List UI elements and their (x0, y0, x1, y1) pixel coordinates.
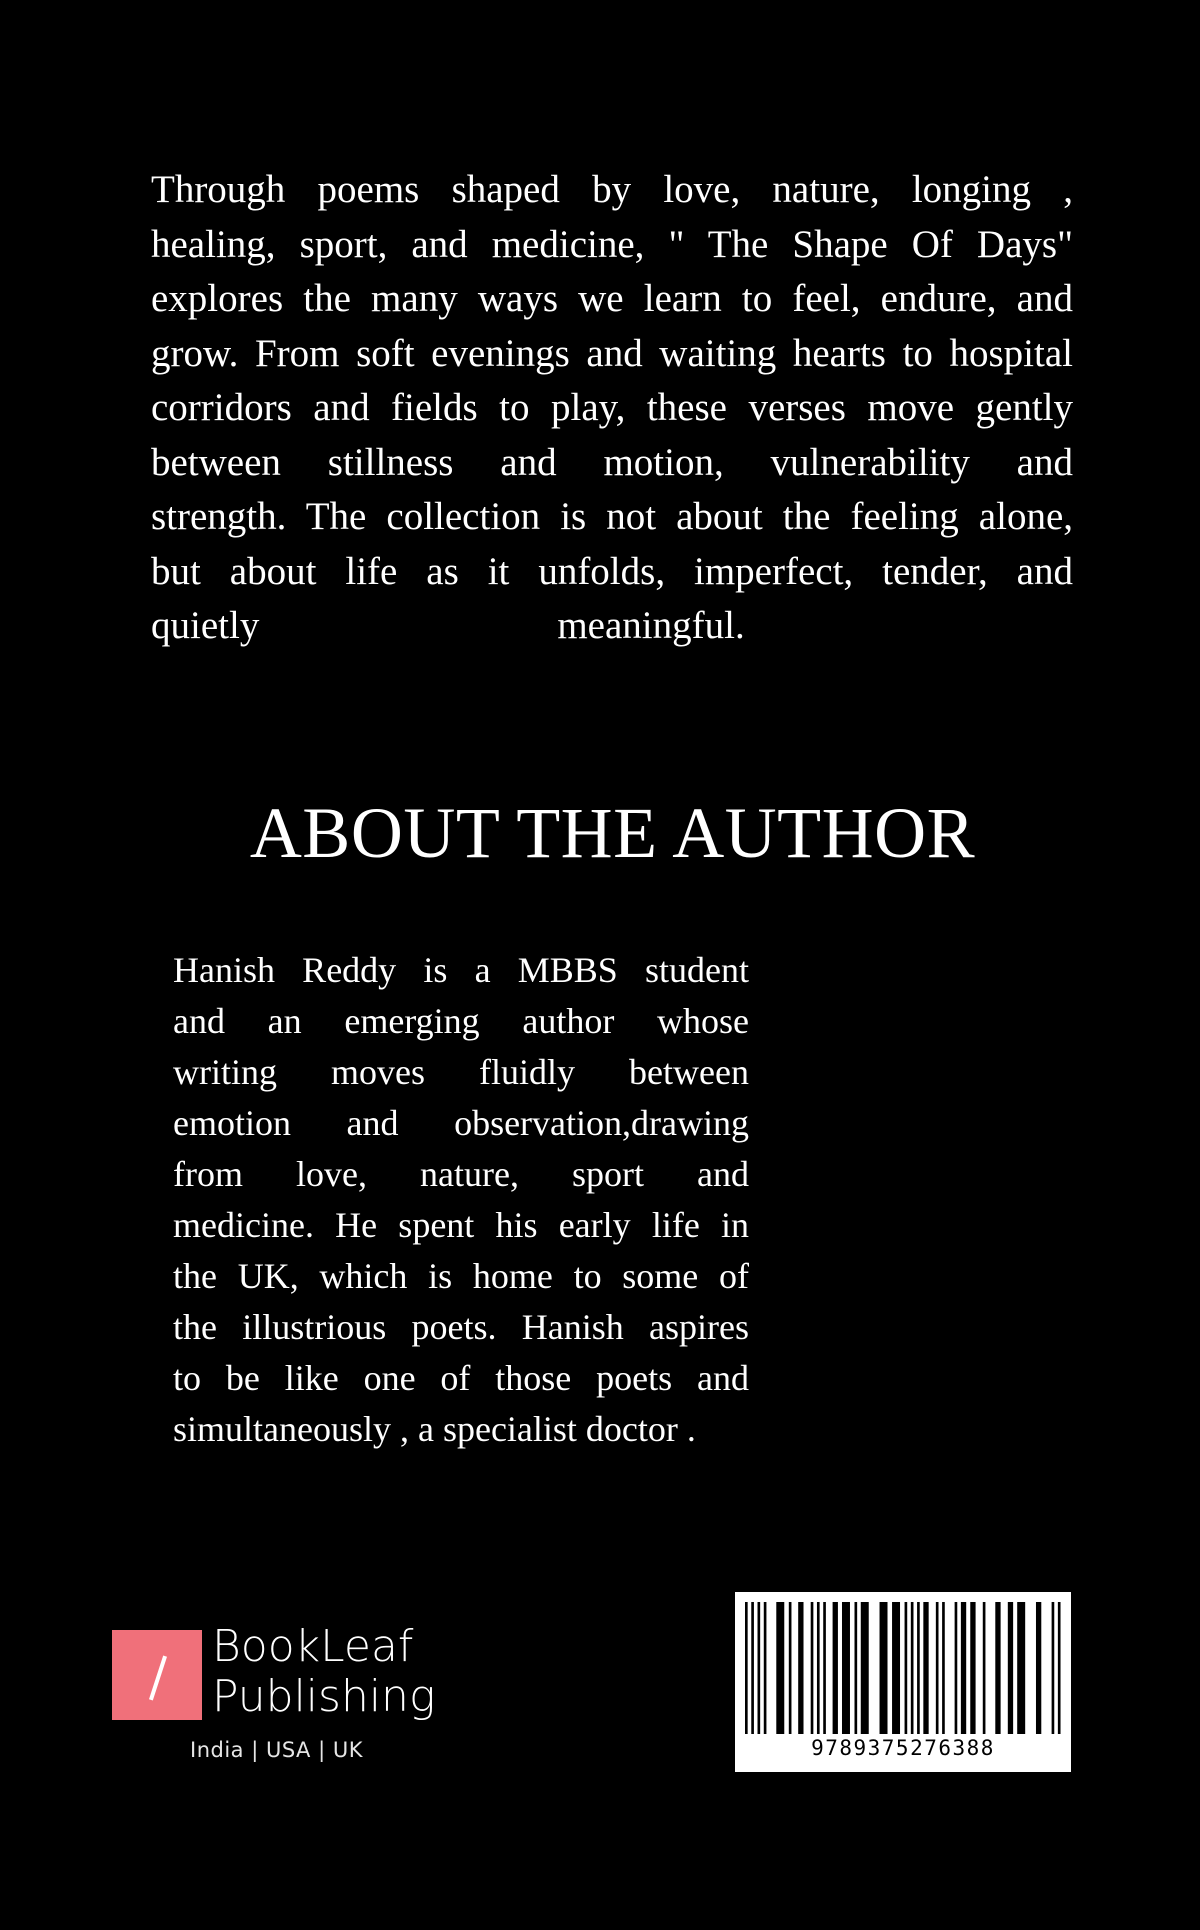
blurb-line: between stillness and motion, vulnerability and (151, 440, 1073, 484)
bio-line: from love, nature, sport and (173, 1154, 749, 1194)
barcode-bar (880, 1602, 888, 1734)
barcode-bar (1008, 1602, 1013, 1734)
barcode-bar (861, 1602, 869, 1734)
publisher-name (212, 1622, 435, 1722)
barcode-bar (955, 1602, 958, 1734)
barcode-bar (923, 1602, 928, 1734)
barcode-bar (798, 1602, 803, 1734)
bio-line: and an emerging author whose (173, 1001, 749, 1041)
bookleaf-logo-icon (112, 1630, 202, 1720)
isbn-number: 9789375276388 (811, 1736, 995, 1760)
barcode-bar (936, 1602, 939, 1734)
blurb-line: Through poems shaped by love, nature, longing , (151, 168, 1073, 211)
barcode-bar (823, 1602, 826, 1734)
barcode-bar (942, 1602, 945, 1734)
barcode-bar (892, 1602, 900, 1734)
barcode-bar (817, 1602, 820, 1734)
isbn-barcode (735, 1592, 1071, 1772)
barcode-bar (1036, 1602, 1041, 1734)
bio-line: the illustrious poets. Hanish aspires (173, 1307, 749, 1347)
bio-line: to be like one of those poets and (173, 1358, 749, 1398)
barcode-bar (764, 1602, 767, 1734)
barcode-bar (842, 1602, 850, 1734)
barcode-bar (995, 1602, 1000, 1734)
bio-line: simultaneously , a specialist doctor . (173, 1409, 696, 1449)
publisher-name-line2: Publishing (212, 1671, 436, 1722)
blurb-line: but about life as it unfolds, imperfect, tender, and (151, 549, 1073, 593)
blurb-line: corridors and fields to play, these verses move gently (151, 386, 1073, 429)
barcode-bar (983, 1602, 986, 1734)
publisher-name-line1: BookLeaf (212, 1621, 414, 1672)
blurb-last-line (151, 599, 1073, 654)
barcode-bar (745, 1602, 748, 1734)
about-author-heading: ABOUT THE AUTHOR (249, 793, 976, 873)
publisher-logo (112, 1621, 452, 1770)
barcode-bar (970, 1602, 975, 1734)
barcode-bar (961, 1602, 966, 1734)
blurb-line: grow. From soft evenings and waiting hearts to hospital (151, 331, 1073, 375)
blurb-line: healing, sport, and medicine, " The Shape Of Days" (151, 222, 1073, 266)
blurb-line: explores the many ways we learn to feel, endure, and (151, 277, 1073, 320)
bio-line: writing moves fluidly between (173, 1052, 749, 1092)
bio-line: the UK, which is home to some of (173, 1256, 749, 1296)
blurb-last-line-end: meaningful. (557, 604, 745, 647)
slash-icon (149, 1656, 167, 1701)
barcode-bar (751, 1602, 754, 1734)
barcode-bar (1052, 1602, 1055, 1734)
book-blurb (151, 163, 1073, 654)
bio-line: emotion and observation,drawing (173, 1103, 749, 1143)
barcode-bar (855, 1602, 858, 1734)
barcode-bar (811, 1602, 814, 1734)
barcode-bar (758, 1602, 761, 1734)
barcode-bars-icon (745, 1602, 1061, 1734)
barcode-bar (789, 1602, 792, 1734)
bio-line: medicine. He spent his early life in (173, 1205, 749, 1245)
author-bio (173, 945, 749, 1455)
barcode-bar (833, 1602, 838, 1734)
barcode-bar (776, 1602, 784, 1734)
blurb-line: strength. The collection is not about the feeling alone, (151, 495, 1073, 538)
barcode-bar (911, 1602, 914, 1734)
barcode-bar (1058, 1602, 1061, 1734)
barcode-bar (905, 1602, 908, 1734)
barcode-bar (1017, 1602, 1025, 1734)
publisher-regions: India | USA | UK (190, 1738, 363, 1762)
blurb-last-line-start: quietly (151, 604, 260, 647)
barcode-bar (917, 1602, 920, 1734)
bio-line: Hanish Reddy is a MBBS student (173, 950, 749, 990)
